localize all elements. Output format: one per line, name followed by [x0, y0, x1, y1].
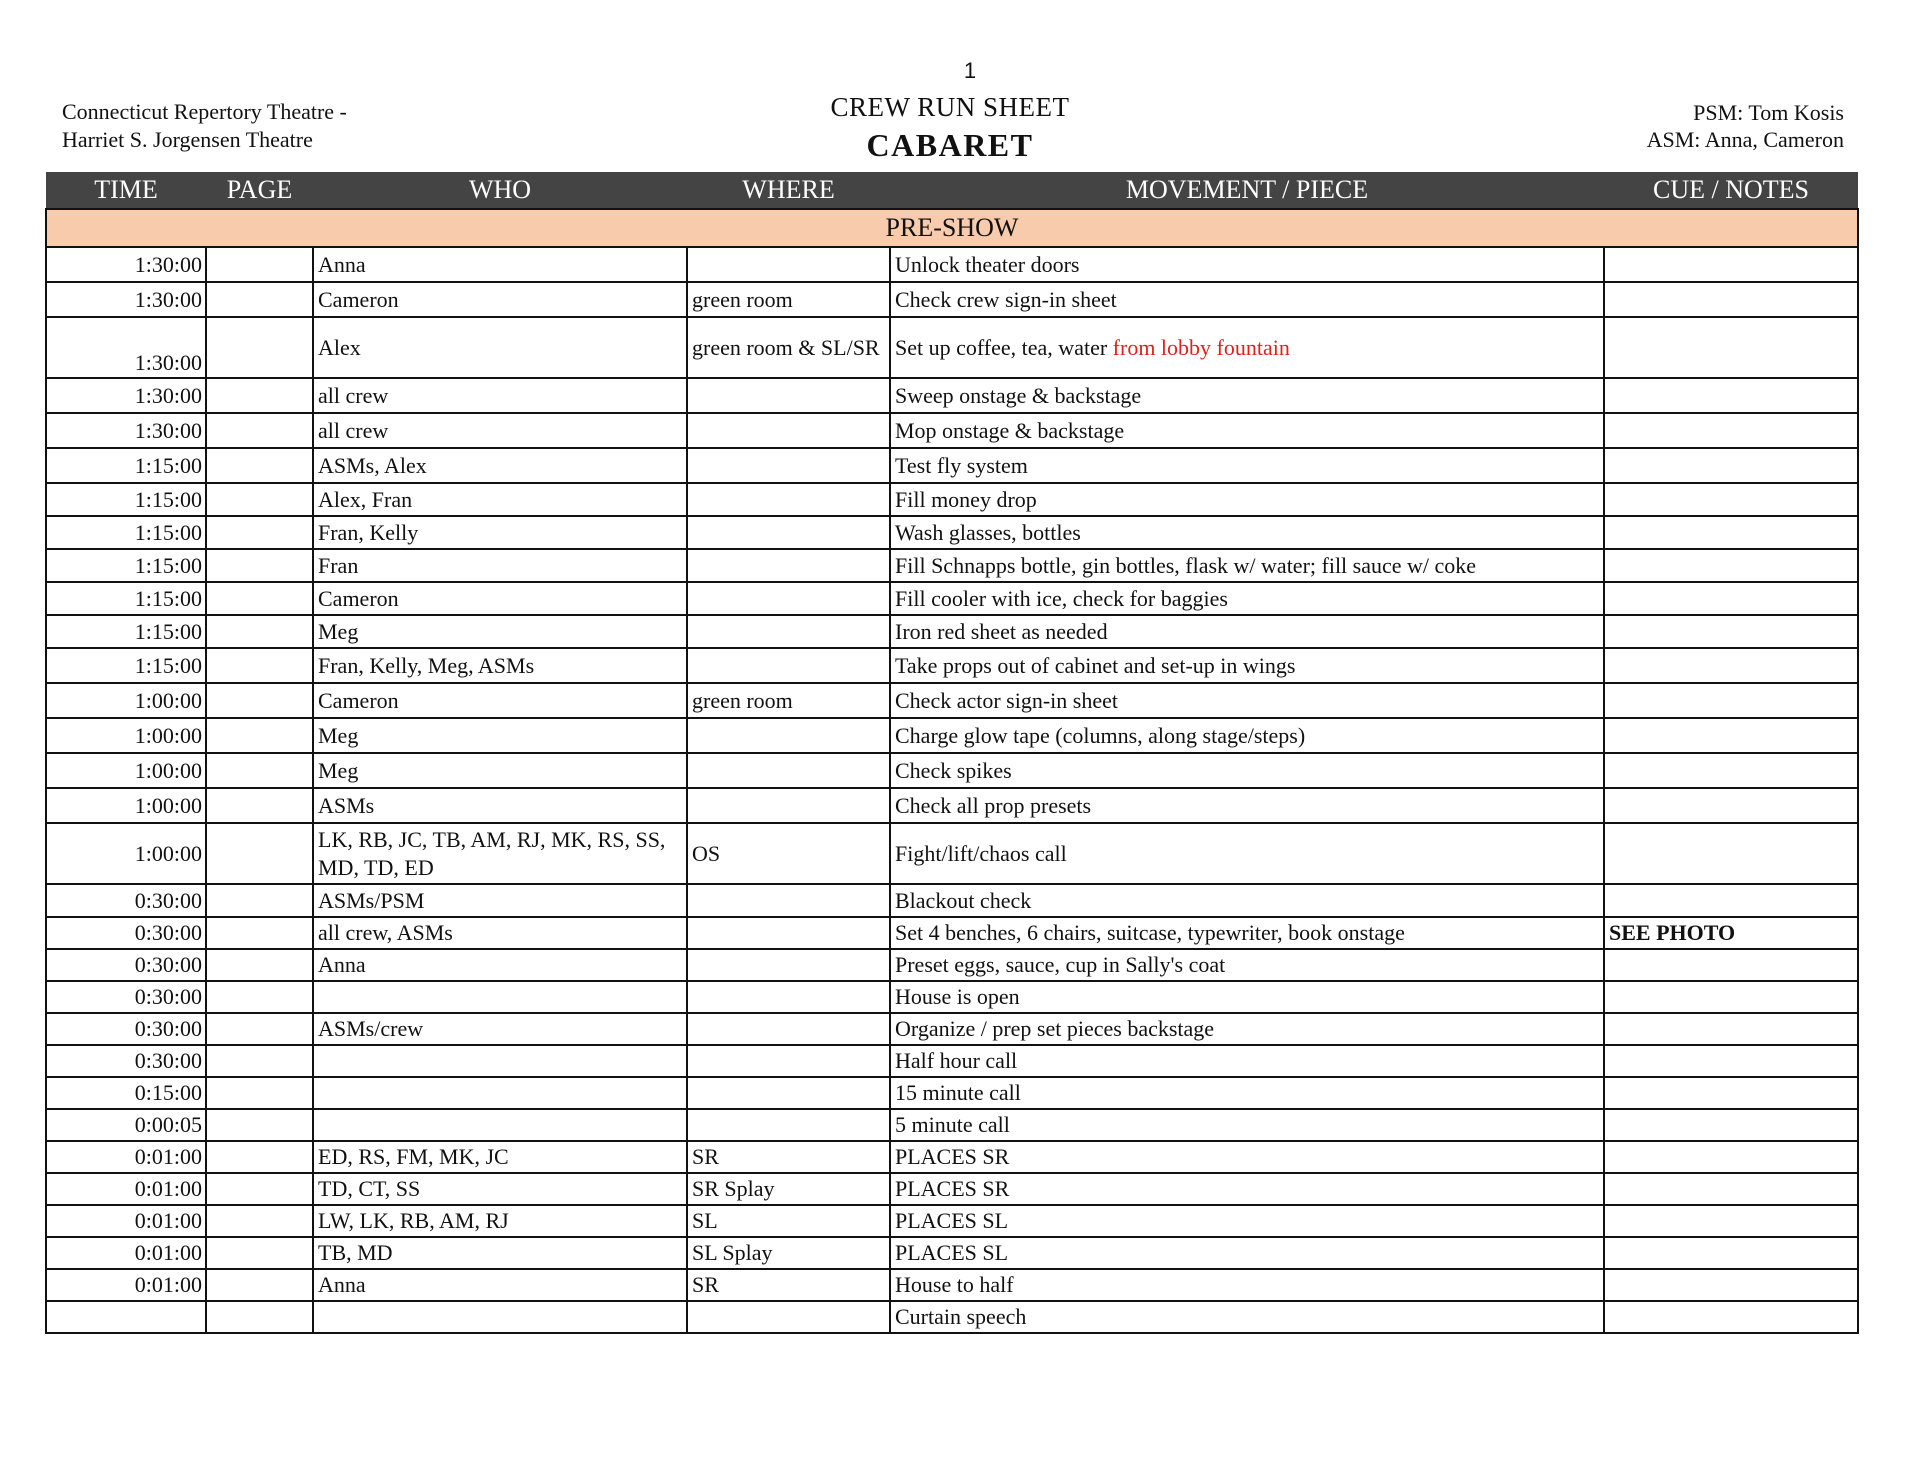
cell-movement: 5 minute call	[890, 1109, 1604, 1141]
cell-who	[313, 1301, 687, 1333]
table-row	[46, 282, 1858, 317]
table-row	[46, 378, 1858, 413]
table-row	[46, 247, 1858, 282]
cell-where	[687, 718, 890, 753]
cell-page	[206, 1141, 313, 1173]
cell-time: 0:30:00	[46, 917, 206, 949]
cell-cue	[1604, 788, 1858, 823]
table-row	[46, 884, 1858, 917]
cell-who	[313, 1077, 687, 1109]
cell-who: Alex, Fran	[313, 483, 687, 516]
table-row	[46, 1301, 1858, 1333]
table-row	[46, 448, 1858, 483]
cell-page	[206, 718, 313, 753]
venue-block	[62, 98, 347, 154]
cell-time: 0:30:00	[46, 884, 206, 917]
cell-movement: Fill cooler with ice, check for baggies	[890, 582, 1604, 615]
cell-movement: Test fly system	[890, 448, 1604, 483]
cell-who	[313, 1109, 687, 1141]
cell-time: 0:01:00	[46, 1205, 206, 1237]
cell-movement: Take props out of cabinet and set-up in wings	[890, 648, 1604, 683]
cell-where: green room	[687, 683, 890, 718]
cell-movement: Charge glow tape (columns, along stage/steps)	[890, 718, 1604, 753]
cell-movement: Preset eggs, sauce, cup in Sally's coat	[890, 949, 1604, 981]
cell-movement: Wash glasses, bottles	[890, 516, 1604, 549]
cell-where	[687, 917, 890, 949]
cell-who: Meg	[313, 615, 687, 648]
cell-page	[206, 1301, 313, 1333]
cell-page	[206, 1269, 313, 1301]
cell-movement: House is open	[890, 981, 1604, 1013]
cell-where	[687, 483, 890, 516]
cell-who: ASMs, Alex	[313, 448, 687, 483]
cell-who: Fran, Kelly	[313, 516, 687, 549]
cell-who: Meg	[313, 718, 687, 753]
cell-where	[687, 413, 890, 448]
table-row	[46, 1045, 1858, 1077]
table-row	[46, 1173, 1858, 1205]
cell-cue	[1604, 949, 1858, 981]
cell-who: all crew	[313, 413, 687, 448]
cell-where	[687, 549, 890, 582]
cell-cue	[1604, 718, 1858, 753]
cell-who: all crew	[313, 378, 687, 413]
cell-cue	[1604, 247, 1858, 282]
cell-where	[687, 582, 890, 615]
table-row	[46, 788, 1858, 823]
cell-where	[687, 1301, 890, 1333]
cell-who: Fran	[313, 549, 687, 582]
cell-where	[687, 1077, 890, 1109]
cell-page	[206, 1205, 313, 1237]
cell-cue	[1604, 413, 1858, 448]
cell-movement: Set 4 benches, 6 chairs, suitcase, typewriter, book onstage	[890, 917, 1604, 949]
table-row	[46, 718, 1858, 753]
table-row	[46, 549, 1858, 582]
table-row	[46, 949, 1858, 981]
table-row	[46, 1141, 1858, 1173]
cell-time: 1:00:00	[46, 683, 206, 718]
table-row	[46, 753, 1858, 788]
cell-who: Anna	[313, 949, 687, 981]
cell-page	[206, 949, 313, 981]
cell-where	[687, 753, 890, 788]
table-row	[46, 483, 1858, 516]
cell-cue	[1604, 1109, 1858, 1141]
cell-movement: Check all prop presets	[890, 788, 1604, 823]
movement-red-note: from lobby fountain	[1112, 334, 1290, 360]
venue-line-1: Connecticut Repertory Theatre -	[62, 99, 347, 124]
cell-page	[206, 981, 313, 1013]
cell-time: 1:15:00	[46, 448, 206, 483]
cell-page	[206, 483, 313, 516]
table-row	[46, 582, 1858, 615]
cell-who	[313, 1045, 687, 1077]
cell-time: 0:01:00	[46, 1237, 206, 1269]
asm-line: ASM: Anna, Cameron	[1646, 127, 1844, 152]
cell-who: Anna	[313, 1269, 687, 1301]
cell-cue	[1604, 378, 1858, 413]
cell-who: TB, MD	[313, 1237, 687, 1269]
cell-time: 1:15:00	[46, 483, 206, 516]
cell-where	[687, 648, 890, 683]
cell-page	[206, 615, 313, 648]
cell-cue	[1604, 317, 1858, 378]
cell-page	[206, 582, 313, 615]
run-sheet-table	[45, 172, 1859, 1334]
cell-time: 1:00:00	[46, 823, 206, 884]
cell-movement: Fill money drop	[890, 483, 1604, 516]
table-row	[46, 413, 1858, 448]
cell-page	[206, 516, 313, 549]
cell-where	[687, 1013, 890, 1045]
col-header-page: PAGE	[206, 172, 313, 209]
table-row	[46, 648, 1858, 683]
cell-time: 0:00:05	[46, 1109, 206, 1141]
cell-cue	[1604, 1237, 1858, 1269]
cell-movement: PLACES SL	[890, 1205, 1604, 1237]
cell-time: 0:01:00	[46, 1269, 206, 1301]
cell-movement: Blackout check	[890, 884, 1604, 917]
cell-who: Meg	[313, 753, 687, 788]
cell-cue	[1604, 483, 1858, 516]
cell-movement: Fight/lift/chaos call	[890, 823, 1604, 884]
cell-where	[687, 448, 890, 483]
cell-time: 1:15:00	[46, 648, 206, 683]
col-header-time: TIME	[46, 172, 206, 209]
section-label: PRE-SHOW	[46, 209, 1858, 247]
cell-where	[687, 788, 890, 823]
cell-time: 0:30:00	[46, 1013, 206, 1045]
col-header-movement: MOVEMENT / PIECE	[890, 172, 1604, 209]
cell-cue	[1604, 1045, 1858, 1077]
cell-where: SR	[687, 1269, 890, 1301]
cell-movement: Mop onstage & backstage	[890, 413, 1604, 448]
cell-cue	[1604, 1269, 1858, 1301]
cell-where	[687, 378, 890, 413]
cell-where: SL	[687, 1205, 890, 1237]
cell-who: all crew, ASMs	[313, 917, 687, 949]
cell-who: Cameron	[313, 683, 687, 718]
cell-page	[206, 1077, 313, 1109]
cell-movement: PLACES SL	[890, 1237, 1604, 1269]
col-header-who: WHO	[313, 172, 687, 209]
cell-page	[206, 1237, 313, 1269]
show-title: CABARET	[866, 127, 1034, 163]
table-row	[46, 981, 1858, 1013]
cell-time: 1:30:00	[46, 378, 206, 413]
table-row	[46, 1077, 1858, 1109]
cell-page	[206, 448, 313, 483]
cell-cue	[1604, 683, 1858, 718]
cell-movement: Fill Schnapps bottle, gin bottles, flask w/ water; fill sauce w/ coke	[890, 549, 1604, 582]
page-number: 1	[963, 58, 977, 83]
cell-time: 1:15:00	[46, 516, 206, 549]
cell-page	[206, 788, 313, 823]
table-row	[46, 683, 1858, 718]
cell-cue	[1604, 753, 1858, 788]
cell-time: 0:30:00	[46, 1045, 206, 1077]
cell-cue	[1604, 648, 1858, 683]
cell-time: 0:01:00	[46, 1173, 206, 1205]
cell-time: 0:30:00	[46, 949, 206, 981]
cell-cue	[1604, 582, 1858, 615]
cell-who: Cameron	[313, 582, 687, 615]
cell-who: ASMs	[313, 788, 687, 823]
cell-who: LK, RB, JC, TB, AM, RJ, MK, RS, SS, MD, TD, ED	[313, 823, 687, 884]
cell-cue	[1604, 615, 1858, 648]
col-header-cue: CUE / NOTES	[1604, 172, 1858, 209]
cell-page	[206, 823, 313, 884]
cell-who: TD, CT, SS	[313, 1173, 687, 1205]
cell-movement: PLACES SR	[890, 1141, 1604, 1173]
cell-page	[206, 282, 313, 317]
cell-cue	[1604, 1013, 1858, 1045]
cell-movement: Iron red sheet as needed	[890, 615, 1604, 648]
table-row	[46, 1205, 1858, 1237]
cell-where	[687, 247, 890, 282]
cell-cue	[1604, 981, 1858, 1013]
cell-who: ED, RS, FM, MK, JC	[313, 1141, 687, 1173]
section-row	[46, 209, 1858, 247]
cell-movement: PLACES SR	[890, 1173, 1604, 1205]
table-row	[46, 615, 1858, 648]
cell-time: 0:15:00	[46, 1077, 206, 1109]
title-block	[700, 92, 1200, 164]
cell-who: LW, LK, RB, AM, RJ	[313, 1205, 687, 1237]
cell-where: SR Splay	[687, 1173, 890, 1205]
cell-time: 1:30:00	[46, 317, 206, 378]
staff-block	[1647, 99, 1844, 153]
cell-cue	[1604, 823, 1858, 884]
table-row	[46, 1013, 1858, 1045]
cell-where: OS	[687, 823, 890, 884]
cell-time: 1:15:00	[46, 582, 206, 615]
cell-who: Alex	[313, 317, 687, 378]
cell-page	[206, 549, 313, 582]
cell-movement: House to half	[890, 1269, 1604, 1301]
cell-time: 0:30:00	[46, 981, 206, 1013]
cell-who: ASMs/PSM	[313, 884, 687, 917]
cell-who: Anna	[313, 247, 687, 282]
cell-movement: Half hour call	[890, 1045, 1604, 1077]
table-row	[46, 516, 1858, 549]
table-row	[46, 317, 1858, 378]
cell-movement: Organize / prep set pieces backstage	[890, 1013, 1604, 1045]
col-header-where: WHERE	[687, 172, 890, 209]
cell-cue	[1604, 516, 1858, 549]
cell-time: 1:00:00	[46, 718, 206, 753]
cell-where	[687, 615, 890, 648]
sheet-title: CREW RUN SHEET	[830, 92, 1070, 122]
cell-time: 1:00:00	[46, 788, 206, 823]
cell-page	[206, 753, 313, 788]
cell-movement: Sweep onstage & backstage	[890, 378, 1604, 413]
cell-who	[313, 981, 687, 1013]
table-row	[46, 823, 1858, 884]
cell-where	[687, 884, 890, 917]
cell-page	[206, 378, 313, 413]
cell-where	[687, 1109, 890, 1141]
cell-cue	[1604, 282, 1858, 317]
cell-where	[687, 1045, 890, 1077]
cell-movement: Check crew sign-in sheet	[890, 282, 1604, 317]
psm-line: PSM: Tom Kosis	[1693, 100, 1844, 125]
cell-where: SL Splay	[687, 1237, 890, 1269]
table-row	[46, 1237, 1858, 1269]
cell-page	[206, 648, 313, 683]
cell-time: 1:30:00	[46, 282, 206, 317]
cell-movement: Unlock theater doors	[890, 247, 1604, 282]
cell-cue	[1604, 1173, 1858, 1205]
cell-where	[687, 516, 890, 549]
cell-time: 1:15:00	[46, 615, 206, 648]
table-row	[46, 1269, 1858, 1301]
cell-where: SR	[687, 1141, 890, 1173]
cell-cue	[1604, 884, 1858, 917]
cell-time: 1:15:00	[46, 549, 206, 582]
cell-page	[206, 1173, 313, 1205]
cell-time: 1:30:00	[46, 413, 206, 448]
cell-cue	[1604, 1077, 1858, 1109]
cell-who: Fran, Kelly, Meg, ASMs	[313, 648, 687, 683]
cell-who: ASMs/crew	[313, 1013, 687, 1045]
cell-page	[206, 1045, 313, 1077]
cell-movement: Check spikes	[890, 753, 1604, 788]
cell-cue	[1604, 549, 1858, 582]
cell-where: green room & SL/SR	[687, 317, 890, 378]
cell-cue	[1604, 1301, 1858, 1333]
venue-line-2: Harriet S. Jorgensen Theatre	[62, 127, 313, 152]
cell-movement: Curtain speech	[890, 1301, 1604, 1333]
movement-text: Set up coffee, tea, water	[895, 334, 1108, 360]
cell-page	[206, 317, 313, 378]
cell-movement: Check actor sign-in sheet	[890, 683, 1604, 718]
cell-time	[46, 1301, 206, 1333]
cell-cue	[1604, 1141, 1858, 1173]
cell-page	[206, 1013, 313, 1045]
cell-where	[687, 981, 890, 1013]
cell-time: 0:01:00	[46, 1141, 206, 1173]
table-row	[46, 917, 1858, 949]
cell-page	[206, 1109, 313, 1141]
cell-cue	[1604, 1205, 1858, 1237]
table-row	[46, 1109, 1858, 1141]
cell-page	[206, 917, 313, 949]
cell-cue: SEE PHOTO	[1604, 917, 1858, 949]
cell-who: Cameron	[313, 282, 687, 317]
cell-movement: 15 minute call	[890, 1077, 1604, 1109]
cell-movement	[890, 317, 1604, 378]
cell-page	[206, 247, 313, 282]
cell-time: 1:30:00	[46, 247, 206, 282]
cell-page	[206, 413, 313, 448]
cell-time: 1:00:00	[46, 753, 206, 788]
cell-page	[206, 683, 313, 718]
header-row	[46, 172, 1858, 209]
cell-page	[206, 884, 313, 917]
cell-where: green room	[687, 282, 890, 317]
cell-where	[687, 949, 890, 981]
cell-cue	[1604, 448, 1858, 483]
